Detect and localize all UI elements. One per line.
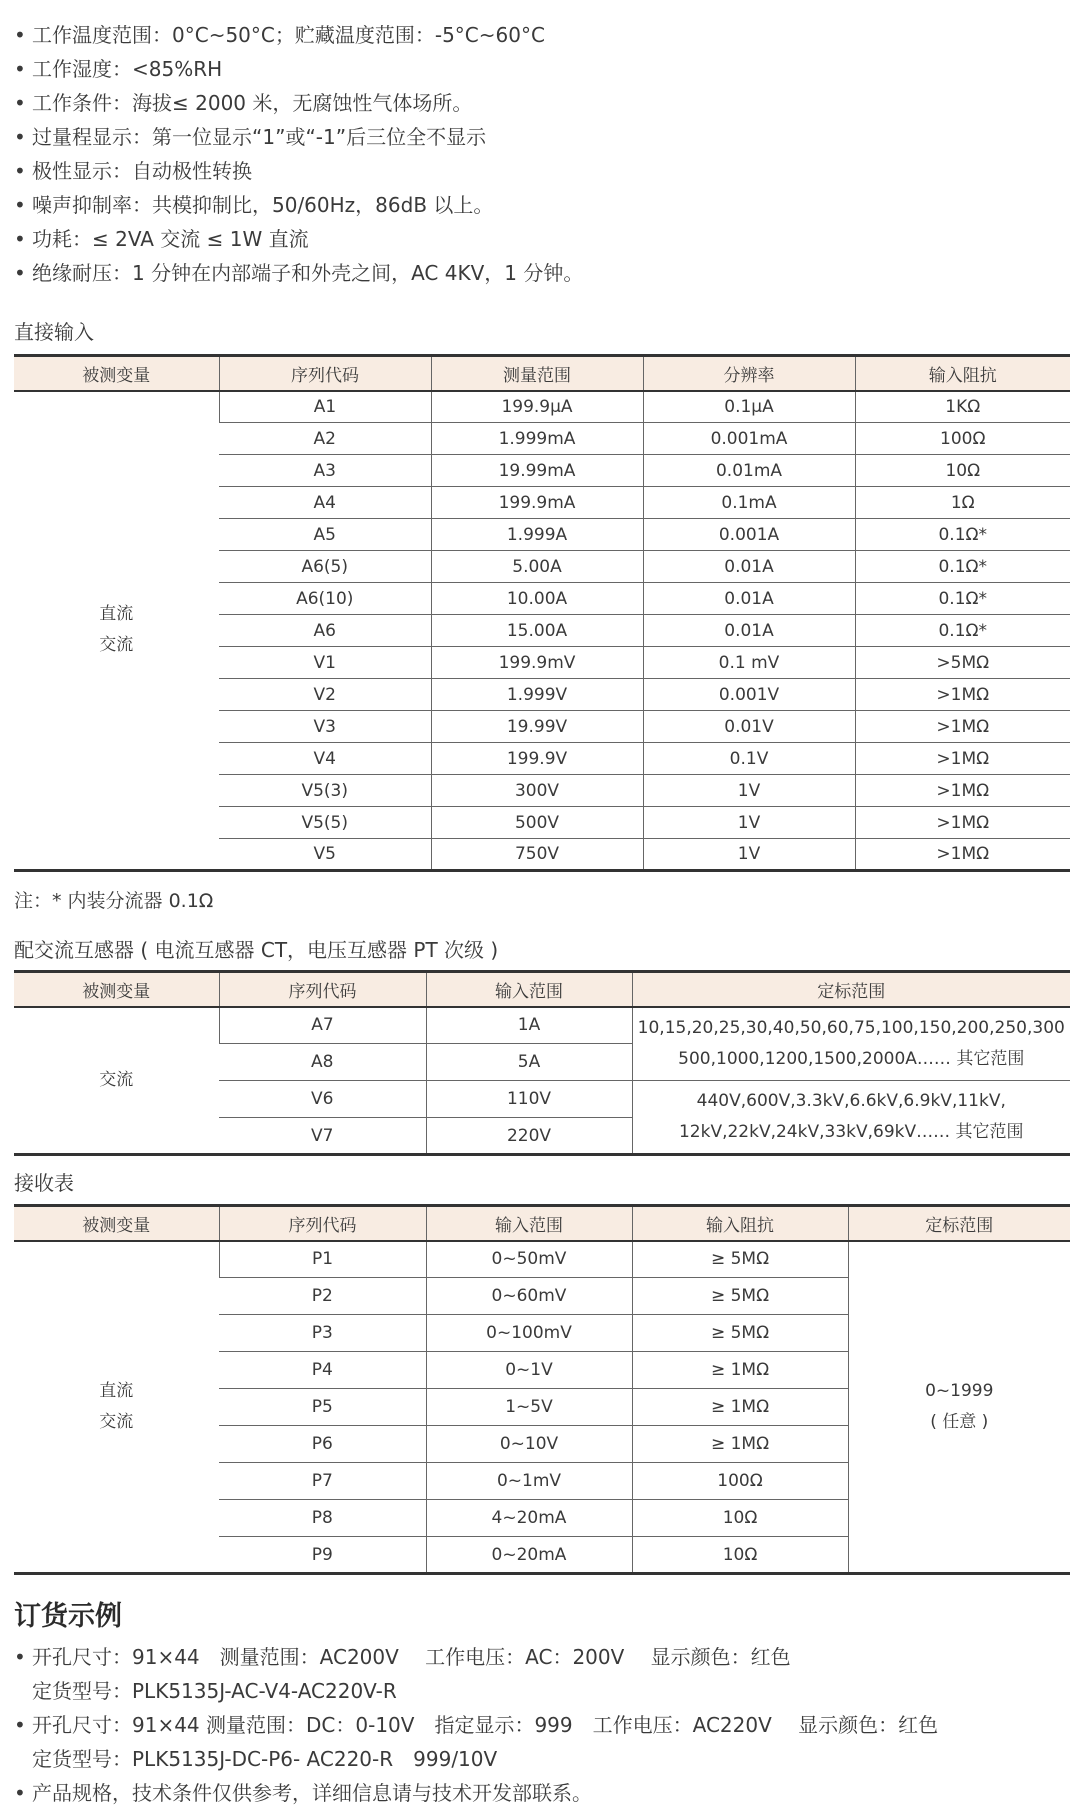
header-code: 序列代码 [219,972,426,1007]
variable-ac: 交流 [99,635,134,656]
bullet: • [14,91,26,115]
shunt-note: 注：* 内装分流器 0.1Ω [14,890,214,912]
scale-note: ( 任意 ) [930,1411,989,1432]
receiver-table [14,1204,1070,1575]
bullet: • [14,1645,26,1669]
transformer-title: 配交流互感器 ( 电流互感器 CT，电压互感器 PT 次级 ) [14,938,499,962]
range-cell: 19.99V [431,711,643,743]
range-cell: 199.9μA [431,391,643,423]
input-range-cell: 220V [426,1118,632,1155]
range-cell: 10.00A [431,583,643,615]
input-range-cell: 0~50mV [426,1241,632,1278]
resolution-cell: 0.1mA [643,487,855,519]
code-cell: A2 [219,423,431,455]
header-range: 测量范围 [431,356,643,391]
spec-item [14,154,1074,188]
header-impedance: 输入阻抗 [855,356,1070,391]
resolution-cell: 0.1V [643,743,855,775]
resolution-cell: 0.001mA [643,423,855,455]
code-cell: P8 [219,1500,426,1537]
impedance-cell: ≥ 1MΩ [632,1389,848,1426]
spec-item [14,86,1074,120]
code-cell: V5(5) [219,807,431,839]
code-cell: P3 [219,1315,426,1352]
code-cell: P1 [219,1241,426,1278]
header-impedance: 输入阻抗 [632,1206,848,1241]
spec-item [14,52,1074,86]
order-line: 开孔尺寸：91×44 测量范围：AC200V 工作电压：AC：200V 显示颜色：红色 [32,1645,791,1669]
voltage-scale-line: 12kV,22kV,24kV,33kV,69kV…… 其它范围 [678,1122,1024,1142]
impedance-cell: 10Ω [632,1537,848,1574]
impedance-cell: ≥ 1MΩ [632,1426,848,1463]
code-cell: A3 [219,455,431,487]
range-cell: 15.00A [431,615,643,647]
code-cell: V6 [219,1081,426,1118]
resolution-cell: 0.01A [643,615,855,647]
range-cell: 199.9mV [431,647,643,679]
spec-item [14,222,1074,256]
header-scale-range: 定标范围 [848,1206,1070,1241]
input-range-cell: 0~1V [426,1352,632,1389]
order-model-line: 定货型号：PLK5135J-DC-P6- AC220-R 999/10V [32,1747,498,1771]
variable-dc: 直流 [99,1380,134,1401]
spec-text: 工作条件：海拔≤ 2000 米，无腐蚀性气体场所。 [32,91,473,115]
code-cell: V1 [219,647,431,679]
impedance-cell: 10Ω [855,455,1070,487]
range-cell: 750V [431,839,643,871]
bullet: • [14,261,26,285]
order-item [14,1640,1074,1674]
input-range-cell: 4~20mA [426,1500,632,1537]
spec-text: 工作湿度：<85%RH [32,57,223,81]
code-cell: V7 [219,1118,426,1155]
bullet: • [14,193,26,217]
code-cell: V2 [219,679,431,711]
header-input-range: 输入范围 [426,1206,632,1241]
impedance-cell: ≥ 5MΩ [632,1241,848,1278]
spec-item [14,188,1074,222]
impedance-cell: 0.1Ω* [855,519,1070,551]
code-cell: A6(5) [219,551,431,583]
code-cell: P9 [219,1537,426,1574]
impedance-cell: >5MΩ [855,647,1070,679]
range-cell: 1.999V [431,679,643,711]
resolution-cell: 0.01V [643,711,855,743]
resolution-cell: 1V [643,839,855,871]
variable-ac: 交流 [14,1007,219,1155]
range-cell: 1.999A [431,519,643,551]
code-cell: A6(10) [219,583,431,615]
resolution-cell: 0.001A [643,519,855,551]
code-cell: A5 [219,519,431,551]
order-item [14,1708,1074,1742]
range-cell: 500V [431,807,643,839]
impedance-cell: 100Ω [632,1463,848,1500]
order-example-list [14,1640,1074,1810]
input-range-cell: 1~5V [426,1389,632,1426]
header-code: 序列代码 [219,1206,426,1241]
code-cell: V5(3) [219,775,431,807]
resolution-cell: 0.01A [643,583,855,615]
range-cell: 199.9mA [431,487,643,519]
resolution-cell: 1V [643,807,855,839]
resolution-cell: 0.01mA [643,455,855,487]
scale-value: 0~1999 [925,1380,994,1401]
variable-cell [14,391,219,871]
spec-text: 过量程显示：第一位显示“1”或“-1”后三位全不显示 [32,125,487,149]
input-range-cell: 110V [426,1081,632,1118]
resolution-cell: 0.1μA [643,391,855,423]
order-item [14,1776,1074,1810]
impedance-cell: 0.1Ω* [855,551,1070,583]
impedance-cell: 0.1Ω* [855,615,1070,647]
code-cell: P4 [219,1352,426,1389]
spec-list [14,18,1074,290]
impedance-cell: 1KΩ [855,391,1070,423]
code-cell: V5 [219,839,431,871]
bullet: • [14,125,26,149]
range-cell: 5.00A [431,551,643,583]
header-code: 序列代码 [219,356,431,391]
header-resolution: 分辨率 [643,356,855,391]
current-scale-cell [632,1007,1070,1081]
table-row [14,391,1070,423]
input-range-cell: 5A [426,1044,632,1081]
variable-dc: 直流 [99,604,134,625]
spec-text: 绝缘耐压：1 分钟在内部端子和外壳之间，AC 4KV，1 分钟。 [32,261,584,285]
resolution-cell: 0.01A [643,551,855,583]
impedance-cell: >1MΩ [855,775,1070,807]
current-scale-line: 10,15,20,25,30,40,50,60,75,100,150,200,250,300 [637,1017,1065,1038]
bullet: • [14,1713,26,1737]
impedance-cell: >1MΩ [855,679,1070,711]
impedance-cell: 100Ω [855,423,1070,455]
range-cell: 1.999mA [431,423,643,455]
code-cell: P7 [219,1463,426,1500]
resolution-cell: 0.001V [643,679,855,711]
spec-item [14,256,1074,290]
code-cell: V3 [219,711,431,743]
header-variable: 被测变量 [14,356,219,391]
code-cell: V4 [219,743,431,775]
spec-item [14,120,1074,154]
table-row [14,1241,1070,1278]
impedance-cell: >1MΩ [855,839,1070,871]
impedance-cell: >1MΩ [855,743,1070,775]
code-cell: P5 [219,1389,426,1426]
voltage-scale-cell [632,1081,1070,1155]
input-range-cell: 0~10V [426,1426,632,1463]
code-cell: A4 [219,487,431,519]
header-variable: 被测变量 [14,1206,219,1241]
code-cell: A6 [219,615,431,647]
impedance-cell: >1MΩ [855,807,1070,839]
bullet: • [14,1781,26,1805]
transformer-table [14,970,1070,1156]
impedance-cell: 0.1Ω* [855,583,1070,615]
impedance-cell: >1MΩ [855,711,1070,743]
input-range-cell: 0~100mV [426,1315,632,1352]
spec-text: 工作温度范围：0°C~50°C；贮藏温度范围：-5°C~60°C [32,23,545,47]
direct-input-title: 直接输入 [14,320,94,344]
header-input-range: 输入范围 [426,972,632,1007]
code-cell: A7 [219,1007,426,1044]
range-cell: 300V [431,775,643,807]
impedance-cell: ≥ 5MΩ [632,1315,848,1352]
code-cell: P6 [219,1426,426,1463]
range-cell: 199.9V [431,743,643,775]
disclaimer-text: 产品规格，技术条件仅供参考，详细信息请与技术开发部联系。 [32,1781,592,1805]
header-variable: 被测变量 [14,972,219,1007]
input-range-cell: 0~20mA [426,1537,632,1574]
impedance-cell: 1Ω [855,487,1070,519]
input-range-cell: 0~1mV [426,1463,632,1500]
spec-text: 噪声抑制率：共模抑制比，50/60Hz，86dB 以上。 [32,193,494,217]
code-cell: A8 [219,1044,426,1081]
order-example-title: 订货示例 [14,1601,122,1632]
order-model-line: 定货型号：PLK5135J-AC-V4-AC220V-R [32,1679,397,1703]
range-cell: 19.99mA [431,455,643,487]
resolution-cell: 1V [643,775,855,807]
current-scale-line: 500,1000,1200,1500,2000A…… 其它范围 [678,1048,1025,1069]
impedance-cell: 10Ω [632,1500,848,1537]
spec-item [14,18,1074,52]
table-row [14,1007,1070,1044]
bullet: • [14,57,26,81]
resolution-cell: 0.1 mV [643,647,855,679]
input-range-cell: 0~60mV [426,1278,632,1315]
impedance-cell: ≥ 5MΩ [632,1278,848,1315]
code-cell: P2 [219,1278,426,1315]
direct-input-table [14,354,1070,872]
variable-ac: 交流 [99,1411,134,1432]
scale-range-cell [848,1241,1070,1574]
receiver-title: 接收表 [14,1171,74,1195]
input-range-cell: 1A [426,1007,632,1044]
variable-cell [14,1241,219,1574]
spec-text: 极性显示：自动极性转换 [32,159,252,183]
header-scale-range: 定标范围 [632,972,1070,1007]
spec-text: 功耗：≤ 2VA 交流 ≤ 1W 直流 [32,227,309,251]
voltage-scale-line: 440V,600V,3.3kV,6.6kV,6.9kV,11kV, [696,1091,1006,1111]
impedance-cell: ≥ 1MΩ [632,1352,848,1389]
code-cell: A1 [219,391,431,423]
bullet: • [14,23,26,47]
bullet: • [14,227,26,251]
order-line: 开孔尺寸：91×44 测量范围：DC：0-10V 指定显示：999 工作电压：AC220V 显示颜色：红色 [32,1713,939,1737]
bullet: • [14,159,26,183]
